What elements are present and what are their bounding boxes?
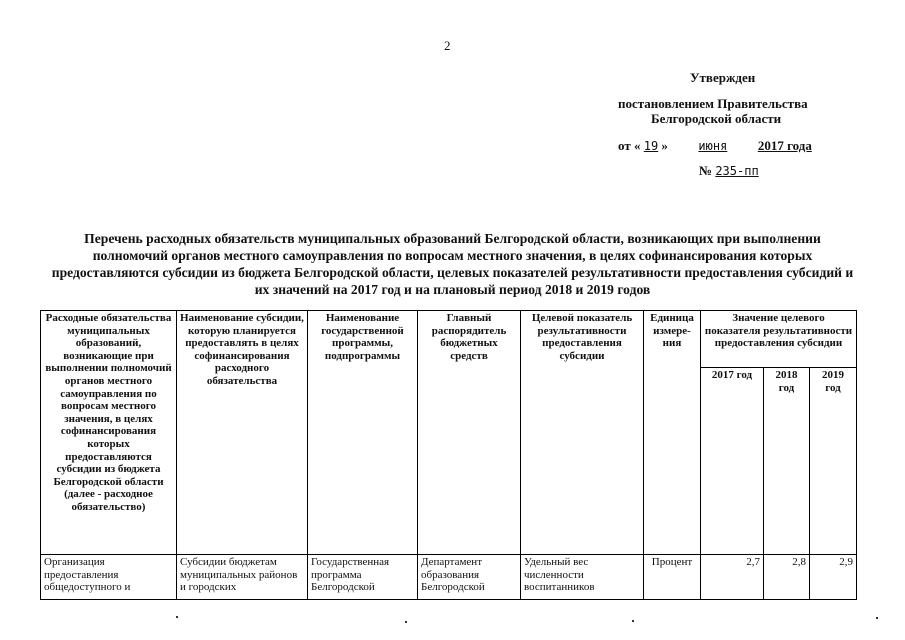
cell-indicator: Удельный вес численности воспитанников bbox=[521, 555, 644, 600]
cell-subsidy: Субсидии бюджетам муниципальных районов и городских bbox=[177, 555, 308, 600]
cell-obligation: Организация предоставления общедоступного и bbox=[41, 555, 177, 600]
number-prefix: № bbox=[699, 163, 713, 178]
page-number: 2 bbox=[444, 38, 451, 53]
number-value: 235 bbox=[715, 164, 738, 178]
header-subsidy: Наименование субсидии, которую планируется предоставлять в целях софинансирования расходного обязательства bbox=[177, 311, 308, 555]
header-program: Наименование государственной программы, подпрограммы bbox=[308, 311, 418, 555]
date-year: 2017 года bbox=[757, 138, 812, 153]
approval-number bbox=[699, 163, 759, 179]
document-title: Перечень расходных обязательств муниципальных образований Белгородской области, возникающих при выполнении полномочий органов местного самоуправления по вопросам местного значения, в целях софинансирования которых предоставляются субсидии из бюджета Белгородской области, целевых показателей результативности предоставления субсидий и их значений на 2017 год и на плановый период 2018 и 2019 годов bbox=[51, 231, 854, 297]
approval-line-1: постановлением Правительства bbox=[618, 96, 808, 111]
approval-date bbox=[618, 138, 812, 154]
date-month: июня bbox=[698, 139, 728, 153]
header-obligation: Расходные обязательства муниципальных образований, возникающие при выполнении полномочий органов местного самоуправления по вопросам местного значения, в целях софинансирования которых предоставляются субсидии из бюджета Белгородской области (далее - расходное обязательство) bbox=[41, 311, 177, 555]
cell-program: Государственная программа Белгородской bbox=[308, 555, 418, 600]
header-indicator-values: Значение целевого показателя результативности предоставления субсидии bbox=[701, 311, 857, 368]
header-year-2019: 2019 год bbox=[810, 368, 857, 555]
obligations-table bbox=[40, 310, 857, 600]
number-suffix: -пп bbox=[737, 164, 759, 178]
cell-value-2019: 2,9 bbox=[810, 555, 857, 600]
scan-speck bbox=[176, 616, 178, 618]
header-indicator: Целевой показатель результативности предоставления субсидии bbox=[521, 311, 644, 555]
scan-speck bbox=[876, 617, 878, 619]
approval-line-2: Белгородской области bbox=[651, 111, 782, 126]
cell-value-2018: 2,8 bbox=[764, 555, 810, 600]
header-manager: Главный распорядитель бюджетных средств bbox=[418, 311, 521, 555]
cell-value-2017: 2,7 bbox=[701, 555, 764, 600]
header-year-2018: 2018 год bbox=[764, 368, 810, 555]
header-year-2017: 2017 год bbox=[701, 368, 764, 555]
scan-speck bbox=[405, 621, 407, 623]
cell-unit: Процент bbox=[644, 555, 701, 600]
date-mid: » bbox=[661, 138, 668, 153]
date-prefix: от « bbox=[618, 138, 641, 153]
header-unit: Единица измере-ния bbox=[644, 311, 701, 555]
cell-manager: Департамент образования Белгородской bbox=[418, 555, 521, 600]
date-day: 19 bbox=[643, 139, 659, 153]
table-row bbox=[41, 555, 857, 600]
scan-speck bbox=[632, 620, 634, 622]
approval-title: Утвержден bbox=[690, 70, 756, 85]
